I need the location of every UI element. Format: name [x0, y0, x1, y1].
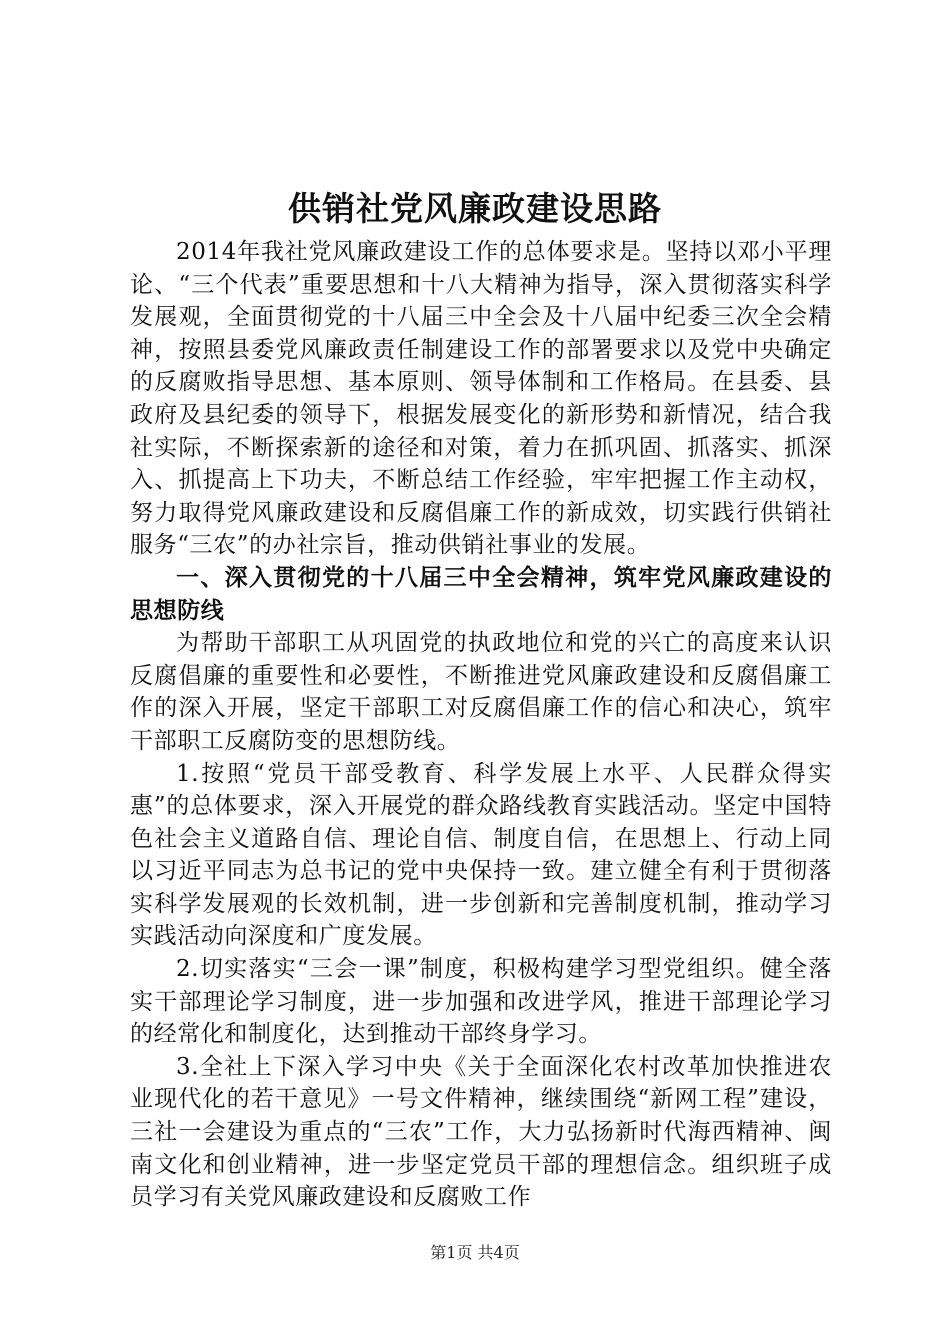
item-1-paragraph: 1.按照“党员干部受教育、科学发展上水平、人民群众得实惠”的总体要求，深入开展党的群众路线教育实践活动。坚定中国特色社会主义道路自信、理论自信、制度自信，在思想上、行动上同以习近平同志为总书记的党中央保持一致。建立健全有利于贯彻落实科学发展观的长效机制，进一步创新和完善制度机制，推动学习实践活动向深度和广度发展。 [130, 760, 832, 950]
page-footer: 第1页 共4页 [430, 1243, 520, 1262]
document-body [130, 236, 832, 1214]
section-heading-1: 一、深入贯彻党的十八届三中全会精神，筑牢党风廉政建设的思想防线 [130, 564, 832, 624]
section-1-intro-paragraph: 为帮助干部职工从巩固党的执政地位和党的兴亡的高度来认识反腐倡廉的重要性和必要性，不断推进党风廉政建设和反腐倡廉工作的深入开展，坚定干部职工对反腐倡廉工作的信心和决心，筑牢干部职工反腐防变的思想防线。 [130, 630, 832, 754]
item-3-paragraph: 3.全社上下深入学习中央《关于全面深化农村改革加快推进农业现代化的若干意见》一号文件精神，继续围绕“新网工程”建设，三社一会建设为重点的“三农”工作，大力弘扬新时代海西精神、闽南文化和创业精神，进一步坚定党员干部的理想信念。组织班子成员学习有关党风廉政建设和反腐败工作 [130, 1053, 832, 1211]
intro-paragraph: 2014年我社党风廉政建设工作的总体要求是。坚持以邓小平理论、“三个代表”重要思想和十八大精神为指导，深入贯彻落实科学发展观，全面贯彻党的十八届三中全会及十八届中纪委三次全会精神，按照县委党风廉政责任制建设工作的部署要求以及党中央确定的反腐败指导思想、基本原则、领导体制和工作格局。在县委、县政府及县纪委的领导下，根据发展变化的新形势和新情况，结合我社实际，不断探索新的途径和对策，着力在抓巩固、抓落实、抓深入、抓提高上下功夫，不断总结工作经验，牢牢把握工作主动权，努力取得党风廉政建设和反腐倡廉工作的新成效，切实践行供销社服务“三农”的办社宗旨，推动供销社事业的发展。 [130, 239, 832, 559]
document-title: 供销社党风廉政建设思路 [288, 189, 662, 228]
item-2-paragraph: 2.切实落实“三会一课”制度，积极构建学习型党组织。健全落实干部理论学习制度，进一步加强和改进学风，推进干部理论学习的经常化和制度化，达到推动干部终身学习。 [130, 956, 832, 1048]
